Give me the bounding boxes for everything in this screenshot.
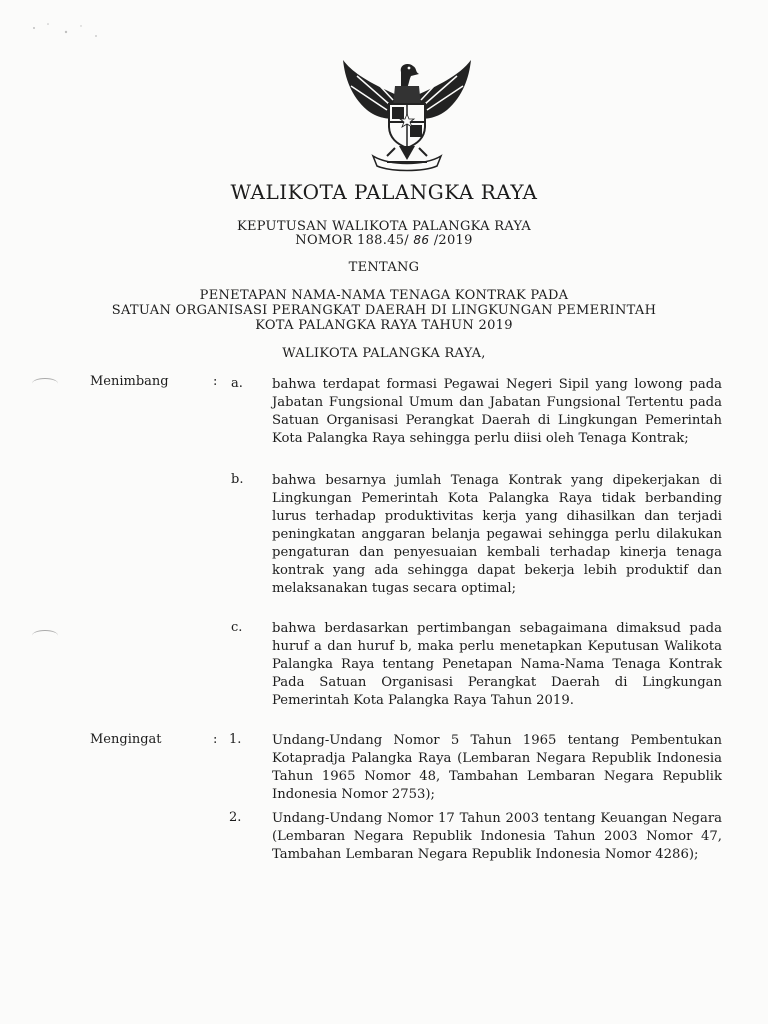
decree-number [0,233,768,248]
garuda-emblem-icon [337,56,477,174]
nomor-prefix: NOMOR 188.45/ [295,233,409,248]
item-marker: a. [231,376,243,391]
document-title: WALIKOTA PALANGKA RAYA [230,180,538,204]
subject-line-3: KOTA PALANGKA RAYA TAHUN 2019 [255,318,513,333]
clause-text: bahwa berdasarkan pertimbangan sebagaimana dimaksud pada huruf a dan huruf b, maka perlu menetapkan Keputusan Walikota Palangka Raya tentang Penetapan Nama-Nama Tenaga Kontrak Pada Satuan Organisasi Perangkat Daerah di Lingkungan Pemerintah Kota Palangka Raya Tahun 2019. [272,621,722,708]
scan-specks [26,18,116,48]
tentang-heading: TENTANG [348,260,420,275]
nomor-handwritten: 86 [413,233,430,247]
punch-hole-mark [32,630,58,641]
mengingat-item-2 [272,810,722,864]
subject-line-2: SATUAN ORGANISASI PERANGKAT DAERAH DI LINGKUNGAN PEMERINTAH [111,303,657,318]
menimbang-item-c [272,620,722,710]
menimbang-item-b [272,472,722,598]
mengingat-label: Mengingat [90,732,162,747]
punch-hole-mark [32,378,58,389]
decree-line: KEPUTUSAN WALIKOTA PALANGKA RAYA [236,219,532,234]
item-marker: c. [231,620,243,635]
nomor-suffix: /2019 [433,233,473,248]
item-marker: b. [231,472,244,487]
item-marker: 1. [229,732,242,747]
menimbang-item-a [272,376,722,448]
clause-text: Undang-Undang Nomor 5 Tahun 1965 tentang Pembentukan Kotapradja Palangka Raya (Lembaran Negara Republik Indonesia Tahun 1965 Nomor 48, Tambahan Lembaran Negara Republik Indonesia Nomor 2753); [272,733,722,802]
clause-text: bahwa terdapat formasi Pegawai Negeri Sipil yang lowong pada Jabatan Fungsional Umum dan Jabatan Fungsional Tertentu pada Satuan Organisasi Perangkat Daerah di Lingkungan Pemerintah Kota Palangka Raya sehingga perlu diisi oleh Tenaga Kontrak; [272,377,722,446]
issuer-line: WALIKOTA PALANGKA RAYA, [282,346,486,361]
menimbang-colon: : [213,374,218,389]
subject-line-1: PENETAPAN NAMA-NAMA TENAGA KONTRAK PADA [199,288,569,303]
item-marker: 2. [229,810,242,825]
clause-text: Undang-Undang Nomor 17 Tahun 2003 tentang Keuangan Negara (Lembaran Negara Republik Indonesia Tahun 2003 Nomor 47, Tambahan Lembaran Negara Republik Indonesia Nomor 4286); [272,811,722,862]
mengingat-colon: : [213,732,218,747]
mengingat-item-1 [272,732,722,804]
menimbang-label: Menimbang [90,374,169,389]
clause-text: bahwa besarnya jumlah Tenaga Kontrak yang dipekerjakan di Lingkungan Pemerintah Kota Palangka Raya tidak berbanding lurus terhadap produktivitas kerja yang dihasilkan dan terjadi peningkatan anggaran belanja pegawai sehingga perlu dilakukan pengaturan dan penyesuaian kembali terhadap kinerja tenaga kontrak yang ada sehingga dapat bekerja lebih produktif dan melaksanakan tugas secara optimal; [272,473,722,596]
